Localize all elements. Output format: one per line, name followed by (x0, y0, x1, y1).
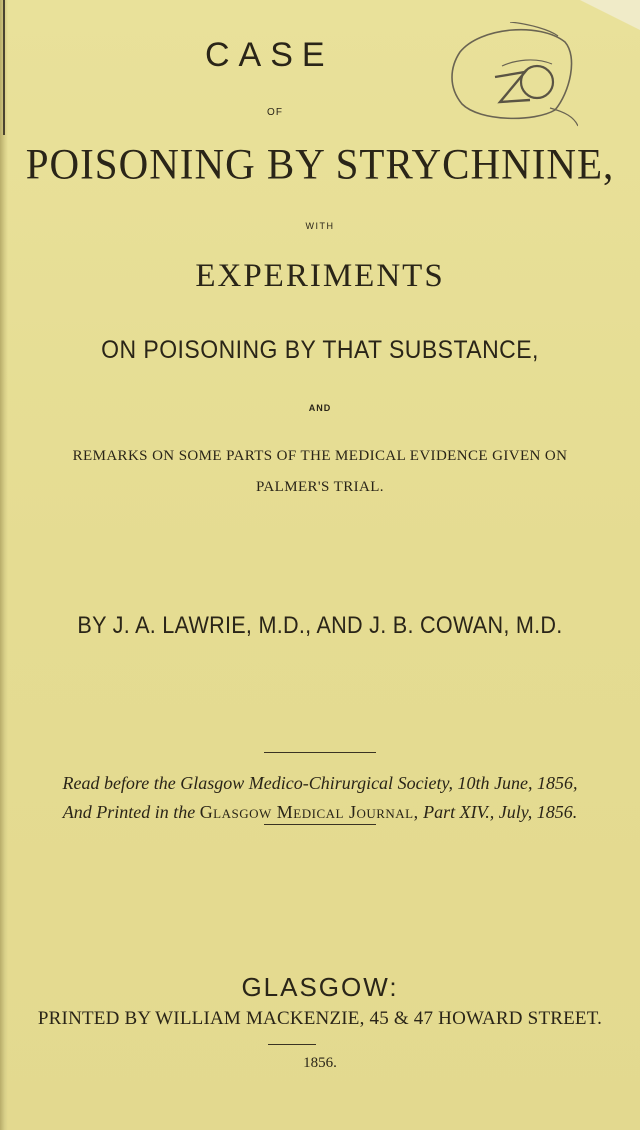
page-corner (580, 0, 640, 30)
imprint-printer: PRINTED BY WILLIAM MACKENZIE, 45 & 47 HOWARD STREET. (37, 1008, 603, 1029)
imprint-year: 1856. (303, 1055, 337, 1071)
with-word: WITH (305, 221, 335, 231)
authors-line: BY J. A. LAWRIE, M.D., AND J. B. COWAN, M.D. (77, 612, 563, 639)
and-printed-text: And Printed in the (62, 802, 196, 822)
read-date-rest: June, 1856, (494, 773, 578, 793)
divider-bottom (268, 1044, 316, 1045)
imprint-city: GLASGOW: (241, 972, 399, 1002)
read-date-num: 10th (457, 773, 490, 793)
remarks-line-1: REMARKS ON SOME PARTS OF THE MEDICAL EVIDENCE GIVEN ON (72, 448, 568, 464)
case-heading: CASE (205, 36, 334, 74)
main-title: POISONING BY STRYCHNINE, (25, 139, 615, 189)
read-before-text: Read before the Glasgow Medico-Chirurgical Society, (62, 773, 454, 793)
journal-part: Part XIV., (423, 802, 495, 822)
remarks-line-2: PALMER'S TRIAL. (256, 479, 384, 495)
library-stamp-icon (440, 22, 578, 132)
read-before-line (0, 773, 640, 794)
and-word: AND (308, 403, 332, 413)
of-word: OF (267, 107, 283, 118)
binding-rule (3, 0, 5, 135)
printed-in-line (0, 802, 640, 823)
journal-date: July, 1856. (498, 802, 578, 822)
divider-middle (264, 824, 376, 825)
experiments-heading: EXPERIMENTS (195, 258, 445, 294)
subtitle-line: ON POISONING BY THAT SUBSTANCE, (101, 336, 539, 364)
journal-name: Glasgow Medical Journal, (199, 802, 419, 822)
divider-top (264, 752, 376, 753)
